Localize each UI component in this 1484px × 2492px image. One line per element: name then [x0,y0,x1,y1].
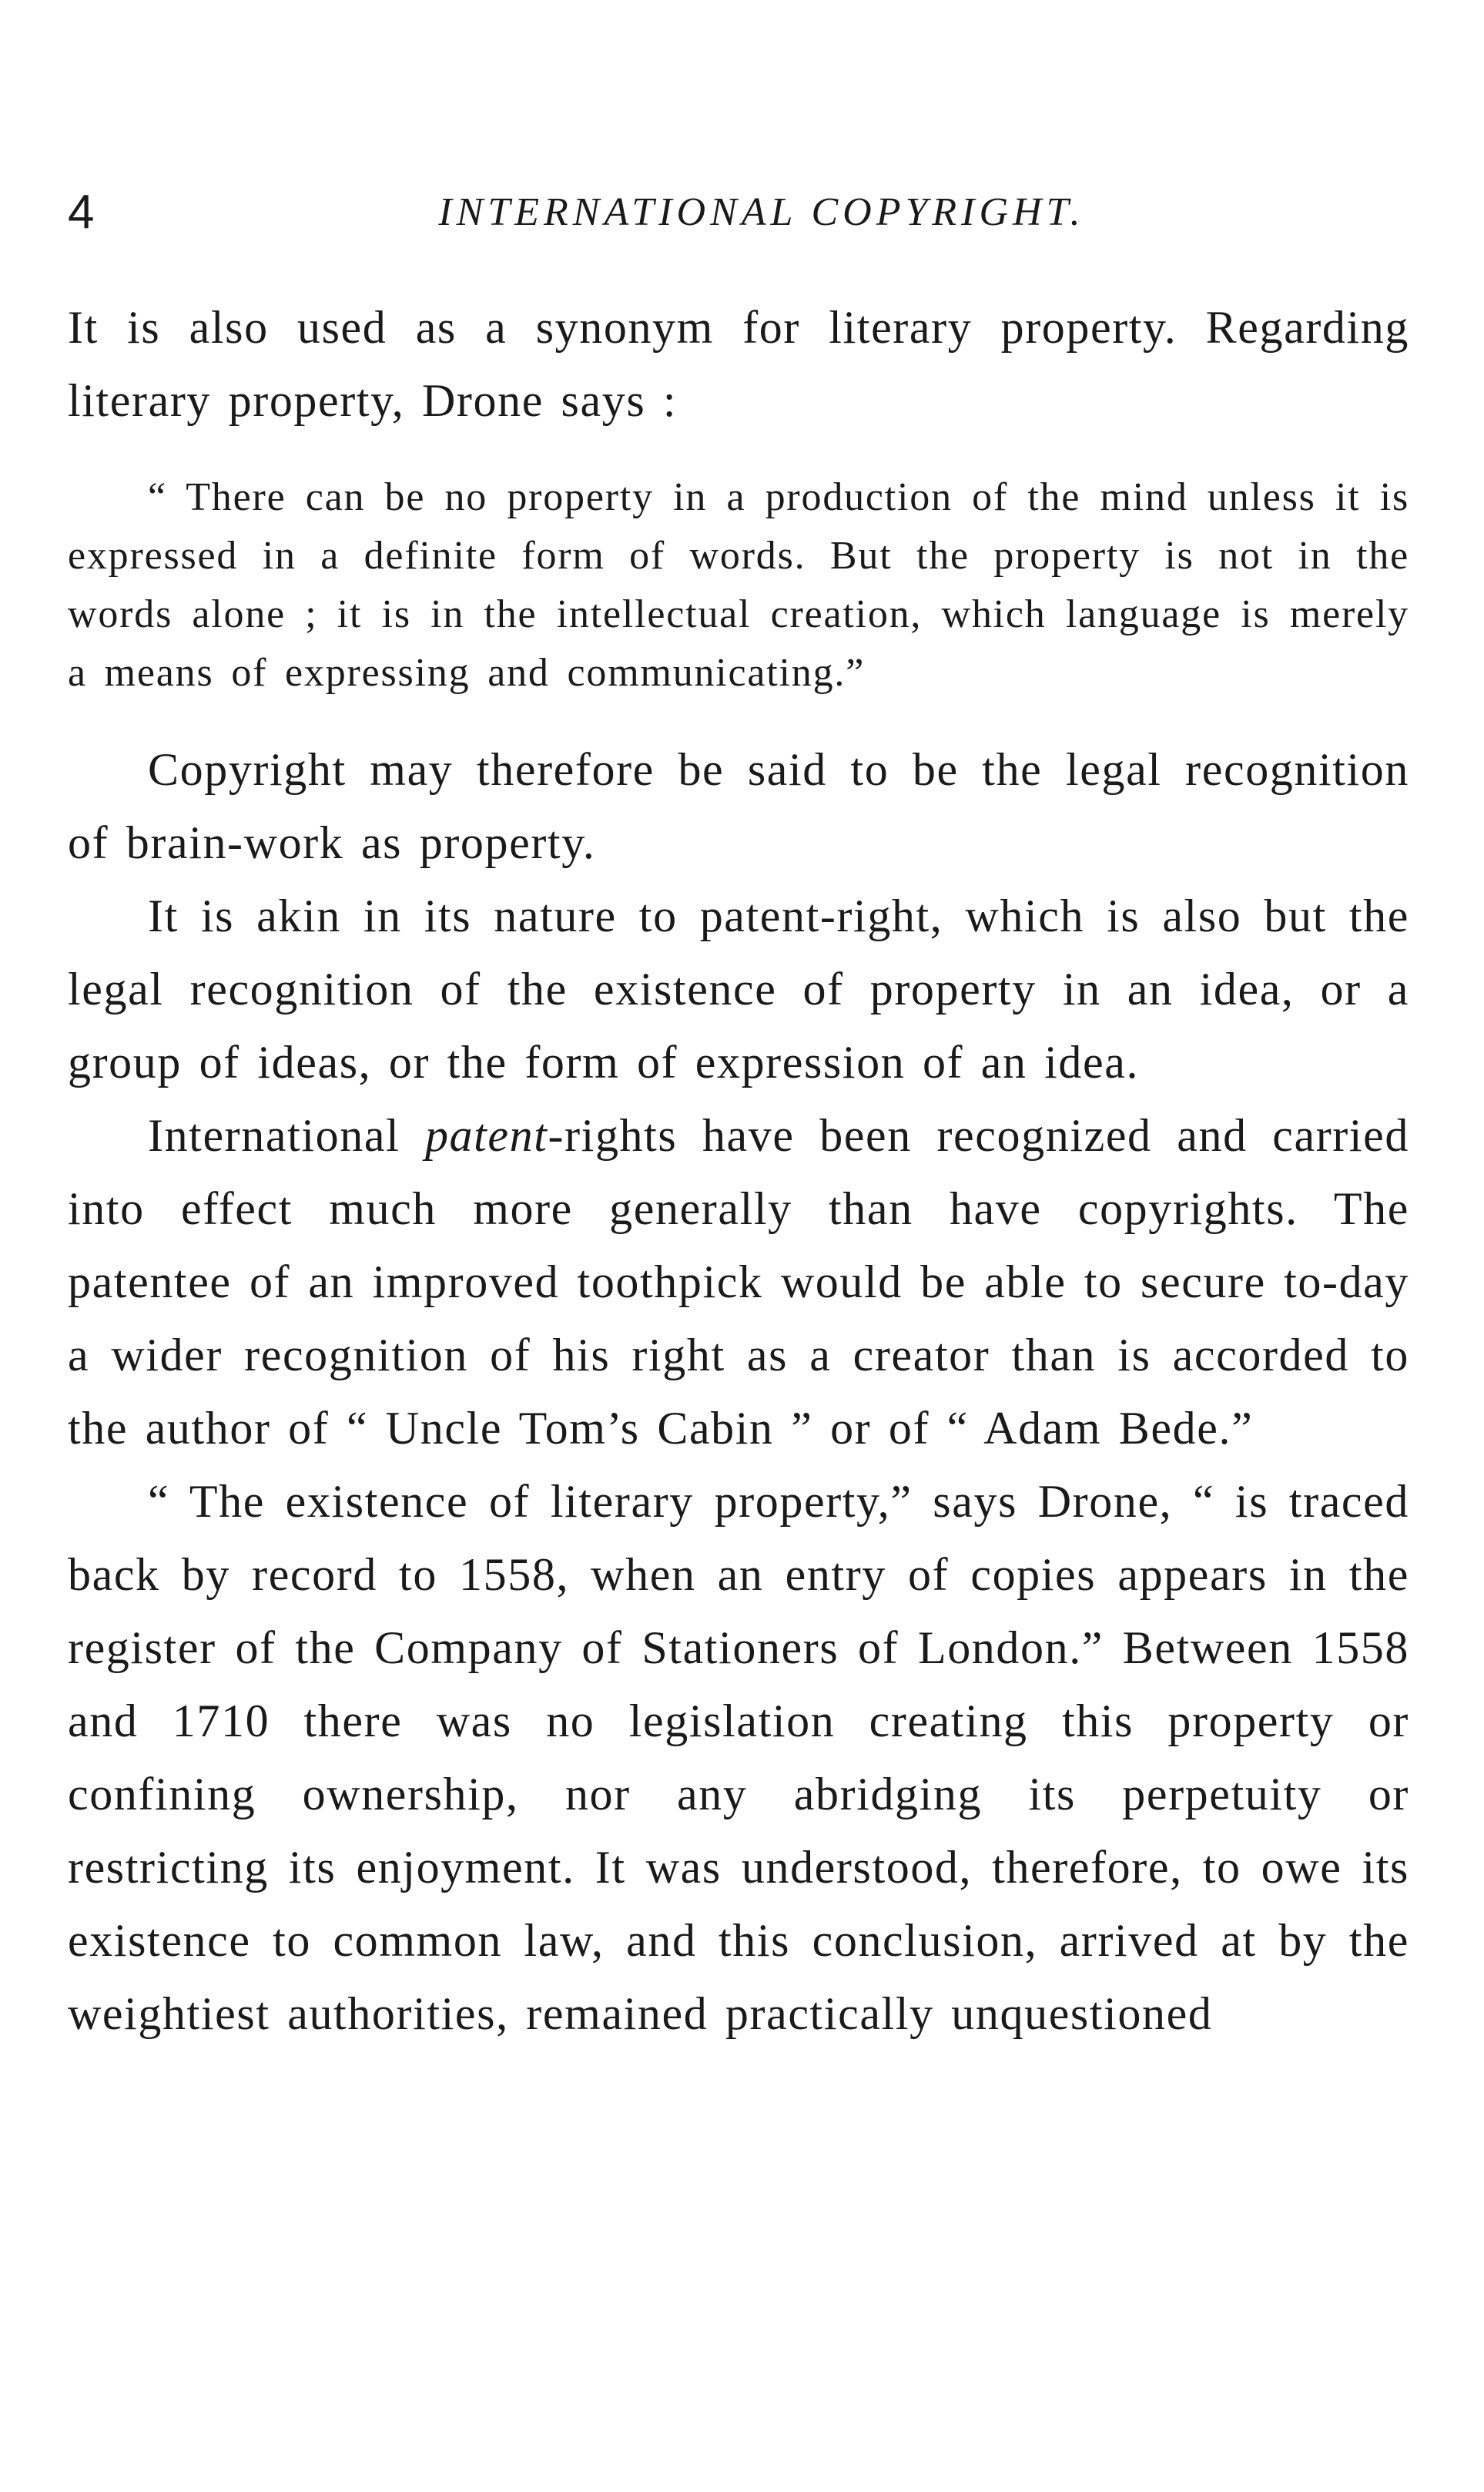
body-text [68,291,1409,2051]
paragraph-international-patent-rest: -rights have been recognized and carried into effect much more generally than have copyrights. The patentee of an improved toothpick would be able to secure to-day a wider recognition of his right as a creator than is accorded to the author of “ Uncle Tom’s Cabin ” or of “ Adam Bede.” [68,1110,1409,1454]
paragraph-copyright-definition: Copyright may therefore be said to be the legal recognition of brain-work as property. [68,744,1409,868]
quotation-text: “ There can be no property in a production of the mind unless it is expressed in a definite form of words. But the property is not in the words alone ; it is in the intellectual creation, which language is merely a means of expressing and communicating.” [68,475,1409,695]
paragraph-synonym: It is also used as a synonym for literary property. Regarding literary property, Drone says : [68,302,1409,426]
paragraph-international-patent-start: International [148,1110,425,1161]
running-title: INTERNATIONAL COPYRIGHT. [438,190,1085,234]
paragraph-patent-right: It is akin in its nature to patent-right, which is also but the legal recognition of the existence of property in an idea, or a group of ideas, or the form of expression of an idea. [68,890,1409,1088]
italic-patent: patent [424,1110,548,1161]
page-number: 4 [68,186,95,239]
drone-quotation [68,468,1409,703]
page-header [68,182,1409,243]
book-page [68,0,1409,2492]
paragraph-literary-property-history: “ The existence of literary property,” says Drone, “ is traced back by record to 1558, when an entry of copies appears in the register of the Company of Stationers of London.” Between 1558 and 1710 there was no legislation creating this property or confining ownership, nor any abridging its perpetuity or restricting its enjoyment. It was understood, therefore, to owe its existence to common law, and this conclusion, arrived at by the weightiest authorities, remained practically unquestioned [68,1476,1409,2039]
paragraph-international-patent [68,1099,1409,1465]
